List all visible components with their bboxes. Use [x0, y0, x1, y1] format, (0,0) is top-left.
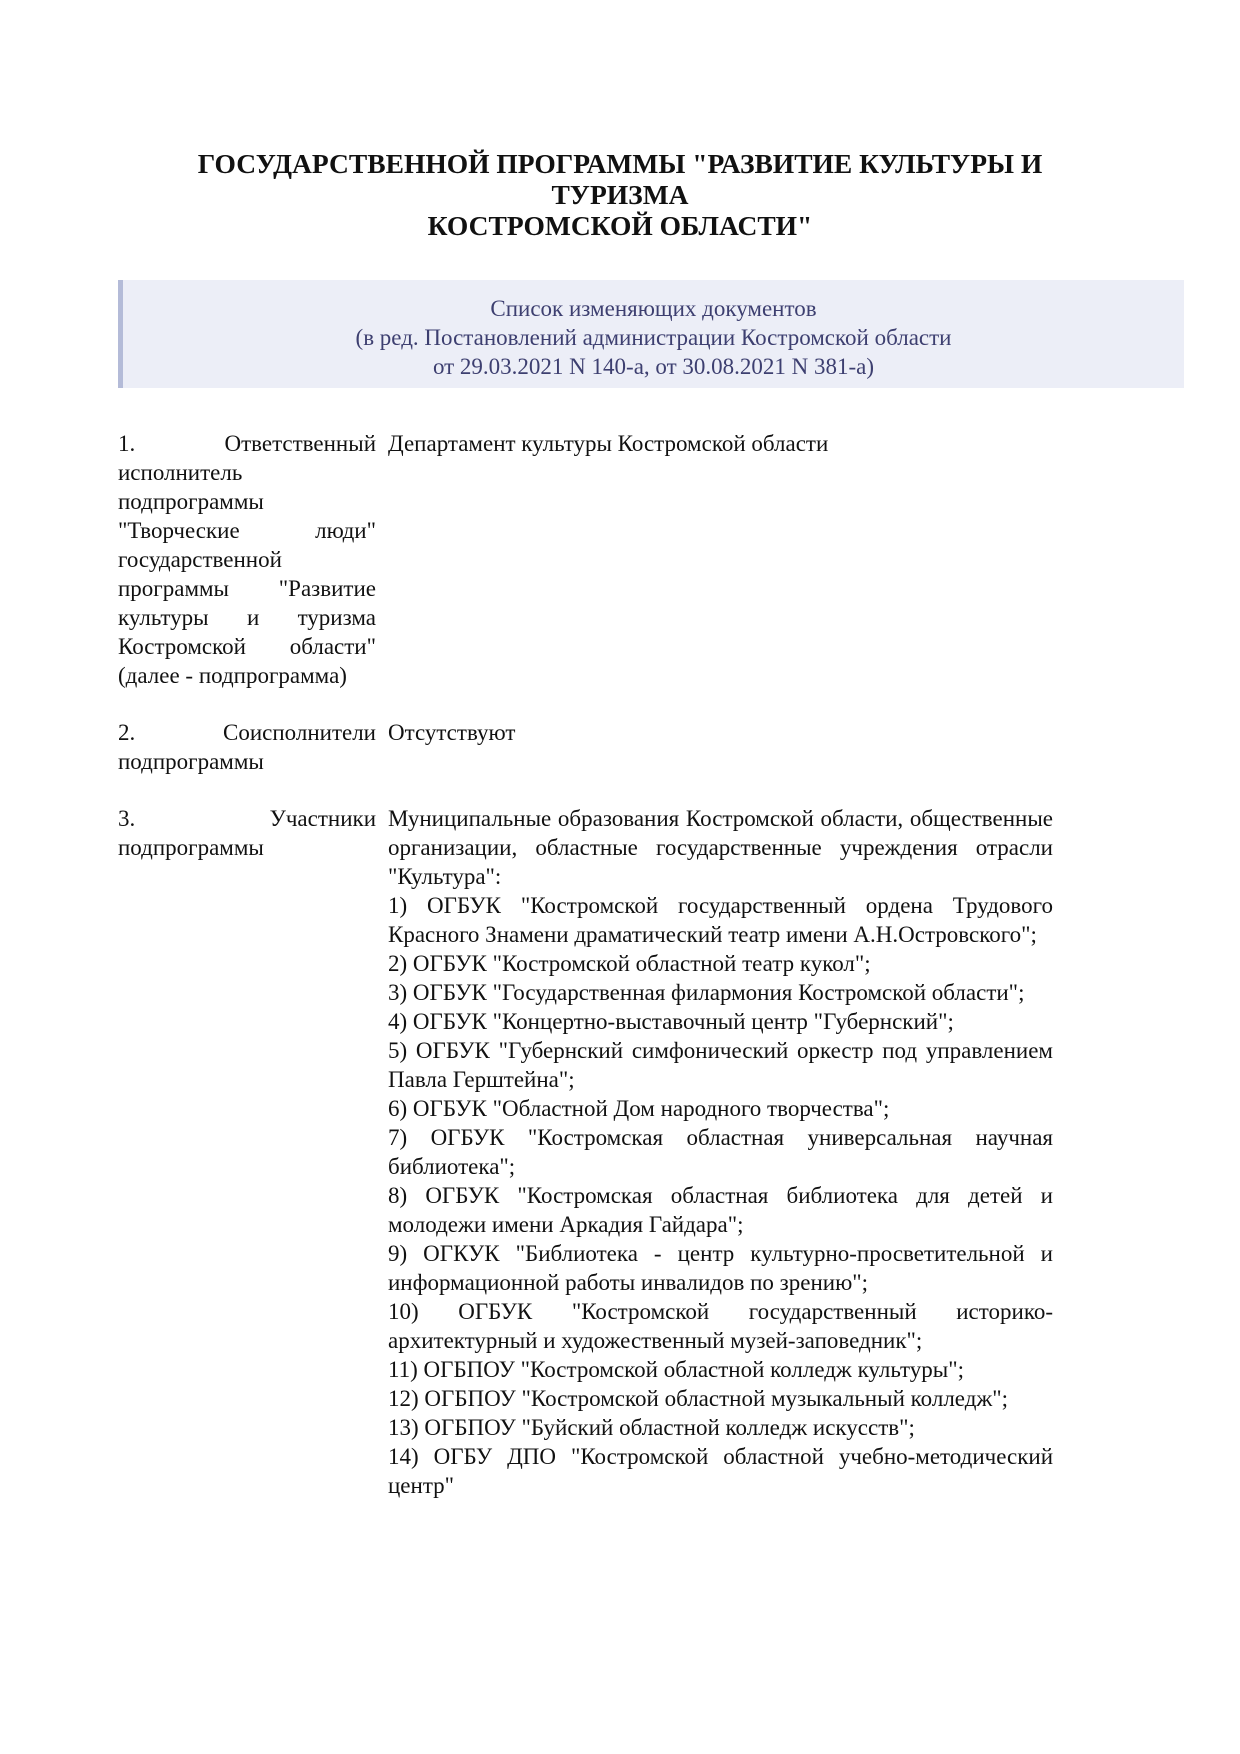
list-item: 7) ОГБУК "Костромская областная универсальная научная библиотека"; — [388, 1125, 1053, 1179]
row-label: 2. Соисполнители подпрограммы — [118, 720, 376, 774]
amendments-box — [118, 280, 1184, 388]
list-item: 9) ОГКУК "Библиотека - центр культурно-просветительной и информационной работы инвалидов по зрению"; — [388, 1241, 1053, 1295]
passport-table — [118, 429, 1053, 1528]
row-label: 3. Участники подпрограммы — [118, 806, 376, 860]
amendments-line-2: от 29.03.2021 N 140-а, от 30.08.2021 N 381-а) — [432, 354, 875, 379]
title-line-2: ТУРИЗМА — [551, 179, 689, 210]
participants-intro: Муниципальные образования Костромской области, общественные организации, областные государственные учреждения отрасли "Культура": — [388, 806, 1053, 889]
title-line-1: ГОСУДАРСТВЕННОЙ ПРОГРАММЫ "РАЗВИТИЕ КУЛЬТУРЫ И — [197, 148, 1043, 179]
list-item: 14) ОГБУ ДПО "Костромской областной учебно-методический центр" — [388, 1444, 1053, 1498]
title-line-3: КОСТРОМСКОЙ ОБЛАСТИ" — [427, 210, 813, 241]
list-item: 12) ОГБПОУ "Костромской областной музыкальный колледж"; — [388, 1386, 1009, 1411]
amendments-heading: Список изменяющих документов — [490, 296, 817, 321]
list-item: 1) ОГБУК "Костромской государственный ордена Трудового Красного Знамени драматический театр имени А.Н.Островского"; — [388, 893, 1053, 947]
list-item: 13) ОГБПОУ "Буйский областной колледж искусств"; — [388, 1415, 915, 1440]
table-row — [118, 429, 1053, 718]
list-item: 4) ОГБУК "Концертно-выставочный центр "Губернский"; — [388, 1009, 954, 1034]
row-value: Отсутствуют — [388, 720, 516, 745]
list-item: 2) ОГБУК "Костромской областной театр кукол"; — [388, 951, 871, 976]
list-item: 3) ОГБУК "Государственная филармония Костромской области"; — [388, 980, 1025, 1005]
table-row — [118, 804, 1053, 1528]
row-label: 1. Ответственный исполнитель подпрограммы "Творческие люди" государственной программы "Развитие культуры и туризма Костромской области" (далее - подпрограмма) — [118, 431, 376, 688]
amendments-line-1: (в ред. Постановлений администрации Костромской области — [355, 325, 952, 350]
list-item: 11) ОГБПОУ "Костромской областной колледж культуры"; — [388, 1357, 964, 1382]
page-title — [150, 148, 1090, 241]
table-row — [118, 718, 1053, 804]
list-item: 8) ОГБУК "Костромская областная библиотека для детей и молодежи имени Аркадия Гайдара"; — [388, 1183, 1053, 1237]
list-item: 10) ОГБУК "Костромской государственный историко-архитектурный и художественный музей-заповедник"; — [388, 1299, 1053, 1353]
row-value: Департамент культуры Костромской области — [388, 431, 829, 456]
list-item: 6) ОГБУК "Областной Дом народного творчества"; — [388, 1096, 890, 1121]
participants-list — [388, 804, 1053, 1528]
list-item: 5) ОГБУК "Губернский симфонический оркестр под управлением Павла Герштейна"; — [388, 1038, 1053, 1092]
